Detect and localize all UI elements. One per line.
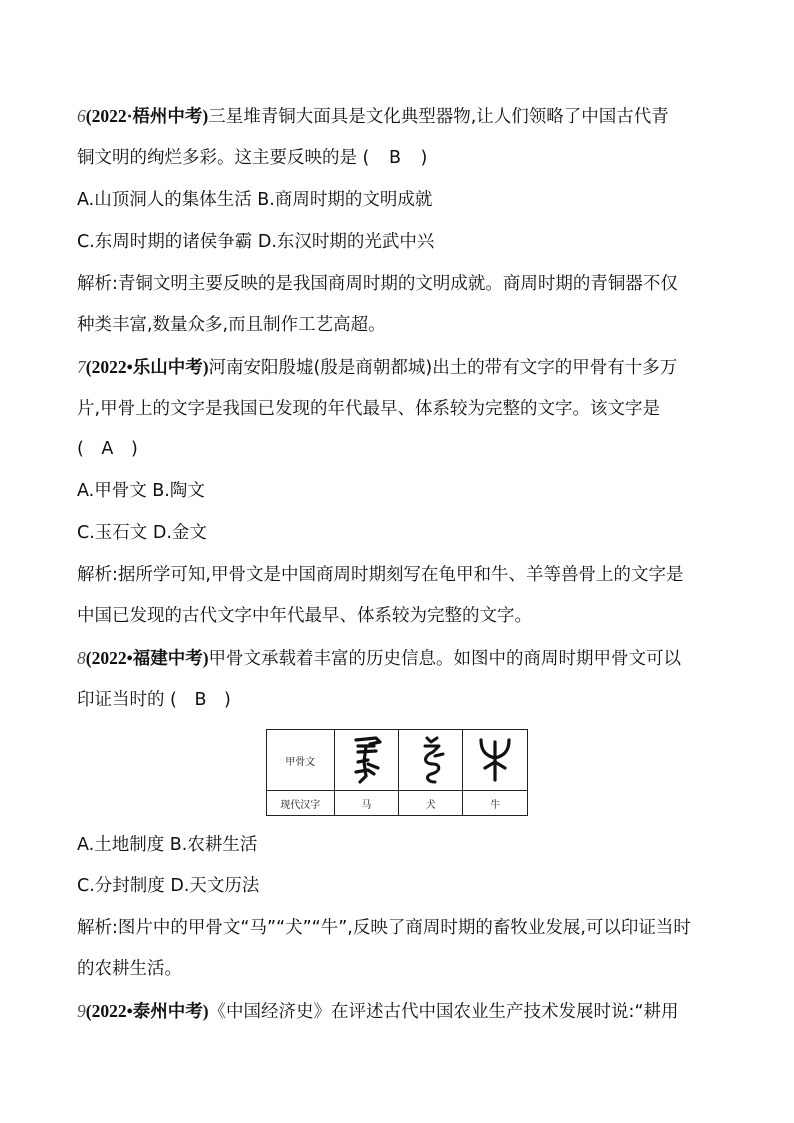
modern-char-dog: 犬 [399, 791, 463, 816]
q7-answer-open: ( [77, 439, 90, 459]
q7-analysis-line-2: 中国已发现的古代文字中年代最早、体系较为完整的文字。 [77, 606, 532, 626]
q6-stem-text-1: 三星堆青铜大面具是文化典型器物,让人们领略了中国古代青 [208, 107, 669, 127]
q8-analysis-line-1: 解析:图片中的甲骨文“马”“犬”“牛”,反映了商周时期的畜牧业发展,可以印证当时 [77, 918, 691, 938]
q6-answer-close: ) [414, 148, 428, 168]
q8-number: 8 [77, 648, 86, 668]
q6-stem-text-2: 铜文明的绚烂多彩。这主要反映的是 ( [77, 148, 375, 168]
q8-stem-text-1: 甲骨文承载着丰富的历史信息。如图中的商周时期甲骨文可以 [208, 649, 682, 669]
modern-char-ox: 牛 [463, 791, 528, 816]
oracle-glyph-dog-icon [399, 730, 463, 791]
table-label-modern: 现代汉字 [267, 791, 335, 816]
q6-source: (2022·梧州中考) [85, 106, 209, 126]
q8-answer-close: ) [218, 690, 231, 710]
q9-source: (2022•泰州中考) [85, 1001, 209, 1021]
q9-number: 9 [77, 1001, 86, 1021]
q6-stem-line-1 [77, 104, 669, 129]
q7-number: 7 [77, 357, 86, 377]
q7-stem-line-1 [77, 355, 677, 380]
q7-source: (2022•乐山中考) [85, 357, 209, 377]
q6-analysis-line-2: 种类丰富,数量众多,而且制作工艺高超。 [77, 315, 386, 335]
q6-options-line-2: C.东周时期的诸侯争霸 D.东汉时期的光武中兴 [77, 232, 435, 252]
q7-stem-line-2: 片,甲骨上的文字是我国已发现的年代最早、体系较为完整的文字。该文字是 [77, 399, 661, 419]
q8-analysis-line-2: 的农耕生活。 [77, 959, 182, 979]
modern-char-horse: 马 [334, 791, 398, 816]
oracle-glyph-ox-icon [463, 730, 528, 791]
q7-answer-close: ) [125, 439, 138, 459]
q6-options-line-1: A.山顶洞人的集体生活 B.商周时期的文明成就 [77, 190, 433, 210]
q7-stem-line-3 [77, 437, 138, 461]
q6-answer: B [388, 148, 401, 168]
table-label-oracle: 甲骨文 [267, 730, 335, 791]
q9-stem-line-1 [77, 999, 679, 1024]
q7-analysis-line-1: 解析:据所学可知,甲骨文是中国商周时期刻写在龟甲和牛、羊等兽骨上的文字是 [77, 565, 684, 585]
q8-stem-line-1 [77, 646, 681, 671]
oracle-glyph-horse-icon [334, 730, 398, 791]
q8-answer: B [194, 690, 207, 710]
q7-answer: A [101, 439, 114, 459]
q6-analysis-line-1: 解析:青铜文明主要反映的是我国商周时期的文明成就。商周时期的青铜器不仅 [77, 274, 678, 294]
q7-stem-text-1: 河南安阳殷墟(殷是商朝都城)出土的带有文字的甲骨有十多万 [208, 358, 678, 378]
q8-options-line-1: A.土地制度 B.农耕生活 [77, 835, 258, 855]
q7-options-line-2: C.玉石文 D.金文 [77, 523, 207, 543]
q9-stem-text-1: 《中国经济史》在评述古代中国农业生产技术发展时说:“耕用 [208, 1002, 679, 1022]
q8-options-line-2: C.分封制度 D.天文历法 [77, 876, 260, 896]
oracle-bone-table [266, 729, 528, 816]
q6-number: 6 [77, 106, 86, 126]
q8-source: (2022•福建中考) [85, 648, 209, 668]
q8-stem-text-2: 印证当时的 ( [77, 690, 183, 710]
q7-options-line-1: A.甲骨文 B.陶文 [77, 481, 205, 501]
q6-stem-line-2 [77, 146, 427, 170]
q8-stem-line-2 [77, 688, 231, 712]
